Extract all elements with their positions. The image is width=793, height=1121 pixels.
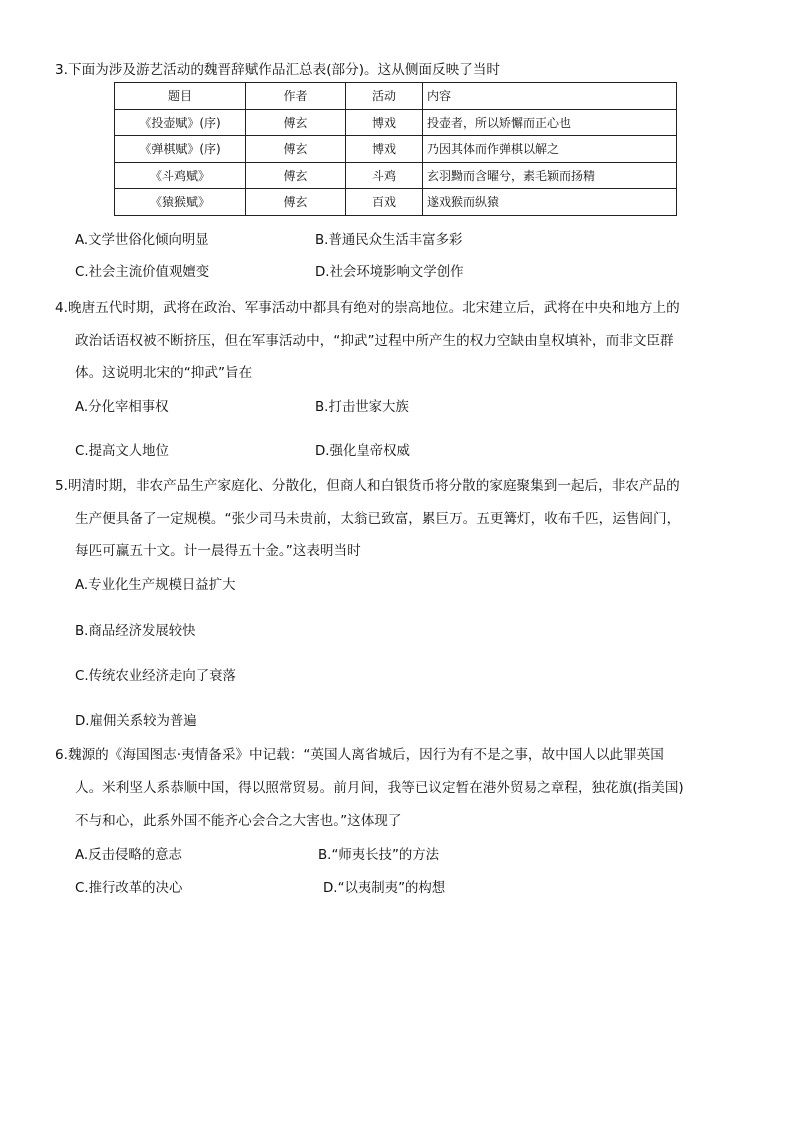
q5-stem-line2: 生产便具备了一定规模。“张少司马未贵前，太翁已致富，累巨万。五更篝灯，收布千匹，运售闾门， (75, 511, 681, 527)
q4-stem-line3: 体。这说明北宋的“抑武”旨在 (75, 365, 253, 381)
table-header-cell: 作者 (246, 83, 346, 110)
q5-option-d: D.雇佣关系较为普遍 (75, 714, 197, 729)
table-cell: 《弹棋赋》(序) (115, 136, 246, 163)
table-cell: 博戏 (346, 109, 423, 136)
q4-option-d: D.强化皇帝权威 (315, 444, 410, 459)
table-row (115, 189, 677, 216)
table-header-cell: 内容 (423, 83, 677, 110)
q3-stem: 3.下面为涉及游艺活动的魏晋辞赋作品汇总表(部分)。这从侧面反映了当时 (55, 62, 500, 78)
q6-stem-line2: 人。米利坚人系恭顺中国，得以照常贸易。前月间，我等已议定暂在港外贸易之章程，独花旗(指美国) (75, 780, 684, 796)
table-cell: 《猿猴赋》 (115, 189, 246, 216)
q3-option-d: D.社会环境影响文学创作 (315, 265, 464, 280)
table-row (115, 136, 677, 163)
table-row (115, 162, 677, 189)
table-cell: 乃因其体而作弹棋以解之 (423, 136, 677, 163)
table-cell: 斗鸡 (346, 162, 423, 189)
q6-option-a: A.反击侵略的意志 (75, 848, 182, 863)
table-row (115, 109, 677, 136)
q3-table (114, 82, 677, 216)
table-cell: 遂戏猴而纵猿 (423, 189, 677, 216)
q6-option-d: D.“以夷制夷”的构想 (323, 881, 446, 896)
table-cell: 傅玄 (246, 109, 346, 136)
q5-option-b: B.商品经济发展较快 (75, 624, 196, 639)
table-header-cell: 活动 (346, 83, 423, 110)
q5-option-a: A.专业化生产规模日益扩大 (75, 578, 236, 593)
q4-stem-line1: 4.晚唐五代时期，武将在政治、军事活动中都具有绝对的崇高地位。北宋建立后，武将在中央和地方上的 (55, 300, 680, 316)
q5-stem-line3: 每匹可赢五十文。计一晨得五十金。”这表明当时 (75, 543, 361, 559)
q6-stem-line1: 6.魏源的《海国图志·夷情备采》中记载：“英国人离省城后，因行为有不是之事，故中国人以此罪英国 (55, 747, 664, 763)
q4-option-a: A.分化宰相事权 (75, 400, 169, 415)
q4-option-b: B.打击世家大族 (315, 400, 409, 415)
q5-option-c: C.传统农业经济走向了衰落 (75, 669, 236, 684)
q6-stem-line3: 不与和心，此系外国不能齐心会合之大害也。”这体现了 (75, 813, 402, 829)
table-cell: 百戏 (346, 189, 423, 216)
table-cell: 投壶者，所以矫懈而正心也 (423, 109, 677, 136)
table-cell: 傅玄 (246, 136, 346, 163)
table-cell: 玄羽黝而含曜兮，素毛颖而扬精 (423, 162, 677, 189)
q3-option-b: B.普通民众生活丰富多彩 (315, 233, 463, 248)
q3-option-a: A.文学世俗化倾向明显 (75, 233, 209, 248)
q3-option-c: C.社会主流价值观嬗变 (75, 265, 210, 280)
table-cell: 博戏 (346, 136, 423, 163)
q6-option-c: C.推行改革的决心 (75, 881, 183, 896)
q4-stem-line2: 政治话语权被不断挤压，但在军事活动中，“抑武”过程中所产生的权力空缺由皇权填补，而非文臣群 (75, 333, 674, 349)
q4-option-c: C.提高文人地位 (75, 444, 169, 459)
q5-stem-line1: 5.明清时期，非农产品生产家庭化、分散化，但商人和白银货币将分散的家庭聚集到一起后，非农产品的 (55, 478, 680, 494)
table-cell: 《斗鸡赋》 (115, 162, 246, 189)
table-cell: 傅玄 (246, 162, 346, 189)
table-cell: 《投壶赋》(序) (115, 109, 246, 136)
table-header-cell: 题目 (115, 83, 246, 110)
table-header-row (115, 83, 677, 110)
q6-option-b: B.“师夷长技”的方法 (318, 848, 440, 863)
table-cell: 傅玄 (246, 189, 346, 216)
